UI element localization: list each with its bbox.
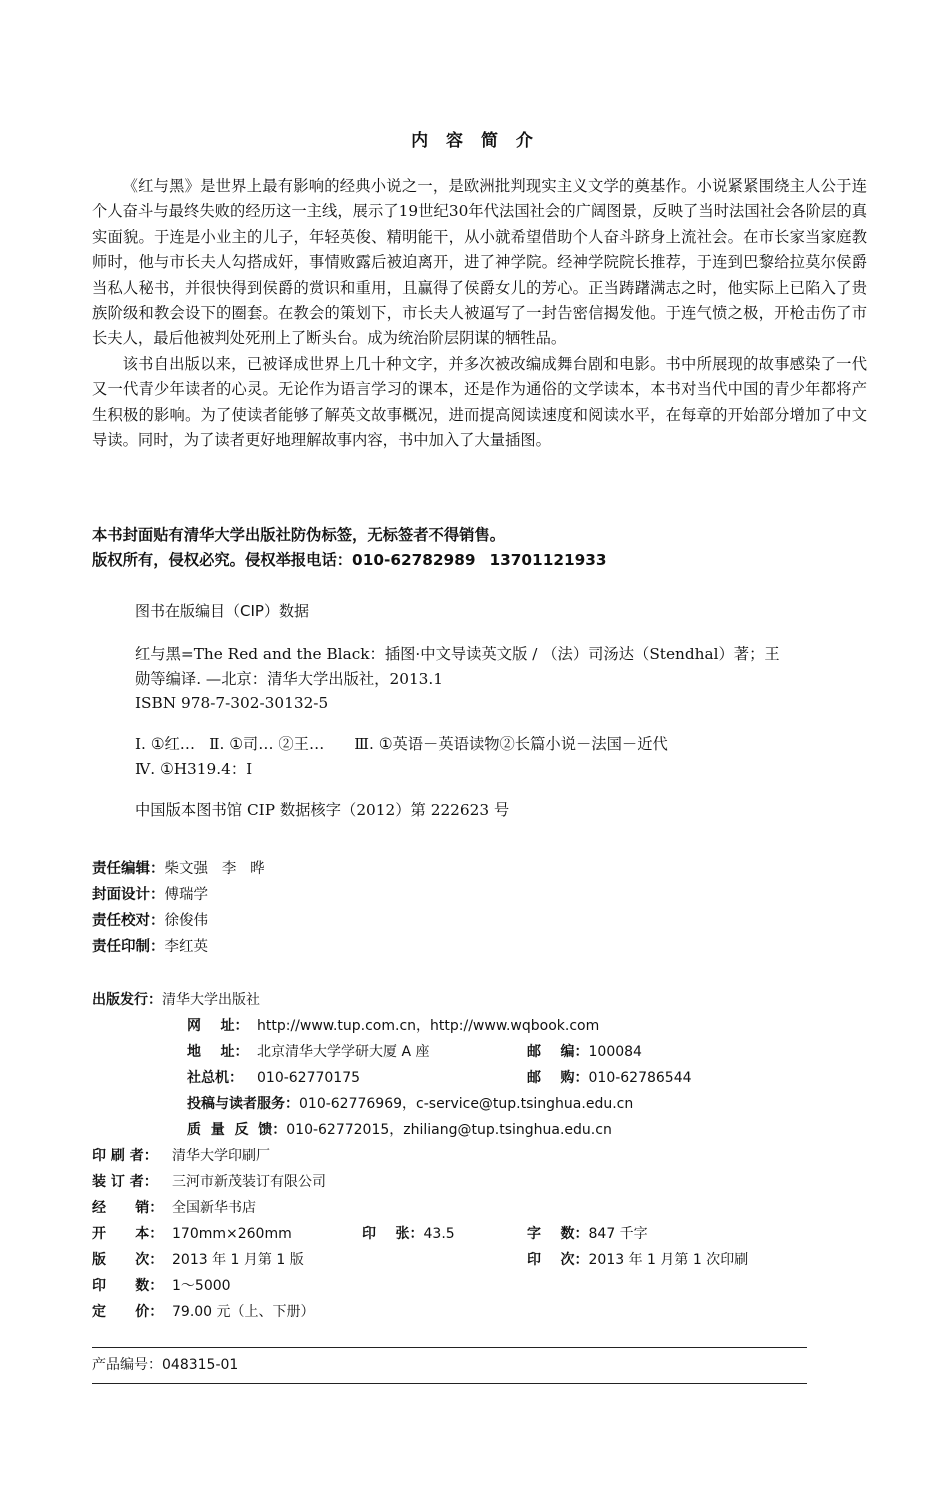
quality-label: 质 量 反 馈： bbox=[187, 1122, 287, 1138]
credit-label: 责任校对： bbox=[92, 913, 165, 929]
service-label: 投稿与读者服务： bbox=[187, 1096, 299, 1112]
report-phone: 13701121933 bbox=[489, 550, 607, 569]
price-value: 79.00 元（上、下册） bbox=[172, 1304, 315, 1320]
website-value: http://www.tup.com.cn，http://www.wqbook.com bbox=[257, 1018, 600, 1034]
sheets-label: 印 张： bbox=[362, 1226, 424, 1242]
cip-class-row bbox=[135, 732, 870, 757]
edition-row bbox=[92, 1247, 872, 1273]
credit-label: 责任印制： bbox=[92, 939, 165, 955]
cip-classification bbox=[135, 732, 870, 781]
quality-row bbox=[92, 1117, 872, 1143]
intro-paragraph: 《红与黑》是世界上最有影响的经典小说之一，是欧洲批判现实主义文学的奠基作。小说紧紧围绕主人公于连个人奋斗与最终失败的经历这一主线，展示了19世纪30年代法国社会的广阔图景，反映了当时法国社会各阶层的真实面貌。于连是小业主的儿子，年轻英俊、精明能干，从小就希望借助个人奋斗跻身上流社会。在市长家当家庭教师时，他与市长夫人勾搭成奸，事情败露后被迫离开，进了神学院。经神学院院长推荐，于连到巴黎给拉莫尔侯爵当私人秘书，并很快得到侯爵的赏识和重用，且赢得了侯爵女儿的芳心。正当踌躇满志之时，他实际上已陷入了贵族阶级和教会设下的圈套。在教会的策划下，市长夫人被逼写了一封告密信揭发他。于连气愤之极，开枪击伤了市长夫人，最后他被判处死刑上了断头台。成为统治阶层阴谋的牺牲品。 bbox=[92, 177, 867, 348]
website-label: 网 址： bbox=[187, 1018, 249, 1034]
cip-isbn: ISBN 978-7-302-30132-5 bbox=[135, 694, 329, 712]
cip-record bbox=[135, 642, 870, 716]
cip-publisher-line: 勋等编译. —北京：清华大学出版社，2013.1 bbox=[135, 669, 443, 688]
price-label: 定 价： bbox=[92, 1304, 164, 1320]
publisher-value: 清华大学出版社 bbox=[162, 992, 260, 1008]
distributor-value: 全国新华书店 bbox=[172, 1200, 256, 1216]
credit-value: 柴文强 李 晔 bbox=[164, 861, 265, 877]
sheets-field bbox=[362, 1221, 455, 1247]
credit-editor bbox=[92, 856, 265, 882]
divider-line bbox=[92, 1383, 807, 1384]
price-row bbox=[92, 1299, 872, 1325]
switchboard-row bbox=[92, 1065, 872, 1091]
address-value: 北京清华大学学研大厦 A 座 bbox=[257, 1044, 430, 1060]
credit-value: 徐俊伟 bbox=[164, 913, 208, 929]
print-run-value: 1～5000 bbox=[172, 1278, 231, 1294]
cip-class-i: Ⅰ. ①红… bbox=[135, 735, 196, 753]
distributor-row bbox=[92, 1195, 872, 1221]
credit-label: 封面设计： bbox=[92, 887, 165, 903]
quality-value: 010-62772015，zhiliang@tup.tsinghua.edu.cn bbox=[286, 1122, 612, 1138]
credit-cover-design bbox=[92, 882, 265, 908]
credit-value: 傅瑞学 bbox=[164, 887, 208, 903]
print-run-label: 印 数： bbox=[92, 1278, 164, 1294]
impression-label: 印 次： bbox=[527, 1252, 589, 1268]
print-run-row bbox=[92, 1273, 872, 1299]
binder-value: 三河市新茂装订有限公司 bbox=[172, 1174, 326, 1190]
postcode-label: 邮 编： bbox=[527, 1044, 589, 1060]
address-label: 地 址： bbox=[187, 1044, 249, 1060]
cip-class-iv: Ⅳ. ①H319.4：Ⅰ bbox=[135, 759, 253, 778]
rights-text: 版权所有，侵权必究。侵权举报电话：010-62782989 bbox=[92, 550, 476, 569]
word-count-label: 字 数： bbox=[527, 1226, 589, 1242]
switchboard-label: 社总机： bbox=[187, 1070, 243, 1086]
anti-counterfeit-line: 本书封面贴有清华大学出版社防伪标签，无标签者不得销售。 bbox=[92, 526, 506, 544]
distributor-label: 经 销： bbox=[92, 1200, 164, 1216]
rights-line bbox=[92, 548, 872, 573]
intro-paragraph: 该书自出版以来，已被译成世界上几十种文字，并多次被改编成舞台剧和电影。书中所展现的故事感染了一代又一代青少年读者的心灵。无论作为语言学习的课本，还是作为通俗的文学读本，本书对当代中国的青少年都将产生积极的影响。为了使读者能够了解英文故事概况，进而提高阅读速度和阅读水平，在每章的开始部分增加了中文导读。同时，为了读者更好地理解故事内容，书中加入了大量插图。 bbox=[92, 354, 867, 450]
impression-field bbox=[527, 1247, 748, 1273]
binder-row bbox=[92, 1169, 872, 1195]
format-row bbox=[92, 1221, 872, 1247]
publisher-label: 出版发行： bbox=[92, 992, 162, 1008]
postcode-value: 100084 bbox=[588, 1044, 642, 1060]
credit-value: 李红英 bbox=[164, 939, 208, 955]
cip-title-line: 红与黑=The Red and the Black：插图·中文导读英文版 / （法）司汤达（Stendhal）著；王 bbox=[135, 645, 780, 663]
mail-order-value: 010-62786544 bbox=[588, 1070, 692, 1086]
mail-order-label: 邮 购： bbox=[527, 1070, 589, 1086]
binder-label: 装 订 者： bbox=[92, 1174, 158, 1190]
postcode-field bbox=[527, 1039, 642, 1065]
word-count-field bbox=[527, 1221, 648, 1247]
cip-verification: 中国版本图书馆 CIP 数据核字（2012）第 222623 号 bbox=[135, 801, 510, 819]
publication-info bbox=[92, 987, 872, 1325]
service-value: 010-62776969，c-service@tup.tsinghua.edu.cn bbox=[299, 1096, 634, 1112]
switchboard-value: 010-62770175 bbox=[257, 1070, 361, 1086]
cip-heading: 图书在版编目（CIP）数据 bbox=[135, 602, 309, 620]
cip-class-ii: Ⅱ. ①司… ②王… bbox=[209, 735, 325, 753]
website-row bbox=[92, 1013, 872, 1039]
credit-proofreader bbox=[92, 908, 265, 934]
format-value: 170mm×260mm bbox=[172, 1226, 292, 1242]
edition-label: 版 次： bbox=[92, 1252, 164, 1268]
intro-body bbox=[92, 174, 867, 453]
service-row bbox=[92, 1091, 872, 1117]
copyright-notice bbox=[92, 523, 872, 572]
divider-line bbox=[92, 1347, 807, 1348]
address-row bbox=[92, 1039, 872, 1065]
credit-label: 责任编辑： bbox=[92, 861, 165, 877]
printer-row bbox=[92, 1143, 872, 1169]
impression-value: 2013 年 1 月第 1 次印刷 bbox=[588, 1252, 749, 1268]
printer-label: 印 刷 者： bbox=[92, 1148, 158, 1164]
mail-order-field bbox=[527, 1065, 692, 1091]
product-number bbox=[92, 1354, 238, 1374]
staff-credits bbox=[92, 856, 265, 960]
edition-value: 2013 年 1 月第 1 版 bbox=[172, 1252, 304, 1268]
word-count-value: 847 千字 bbox=[588, 1226, 648, 1242]
sheets-value: 43.5 bbox=[423, 1226, 455, 1242]
product-value: 048315-01 bbox=[162, 1357, 239, 1373]
format-label: 开 本： bbox=[92, 1226, 164, 1242]
publisher-row bbox=[92, 987, 872, 1013]
product-label: 产品编号： bbox=[92, 1357, 162, 1373]
intro-title: 内 容 简 介 bbox=[411, 131, 539, 151]
printer-value: 清华大学印刷厂 bbox=[172, 1148, 270, 1164]
cip-class-iii: Ⅲ. ①英语－英语读物②长篇小说－法国－近代 bbox=[354, 735, 668, 753]
credit-printing bbox=[92, 934, 265, 960]
